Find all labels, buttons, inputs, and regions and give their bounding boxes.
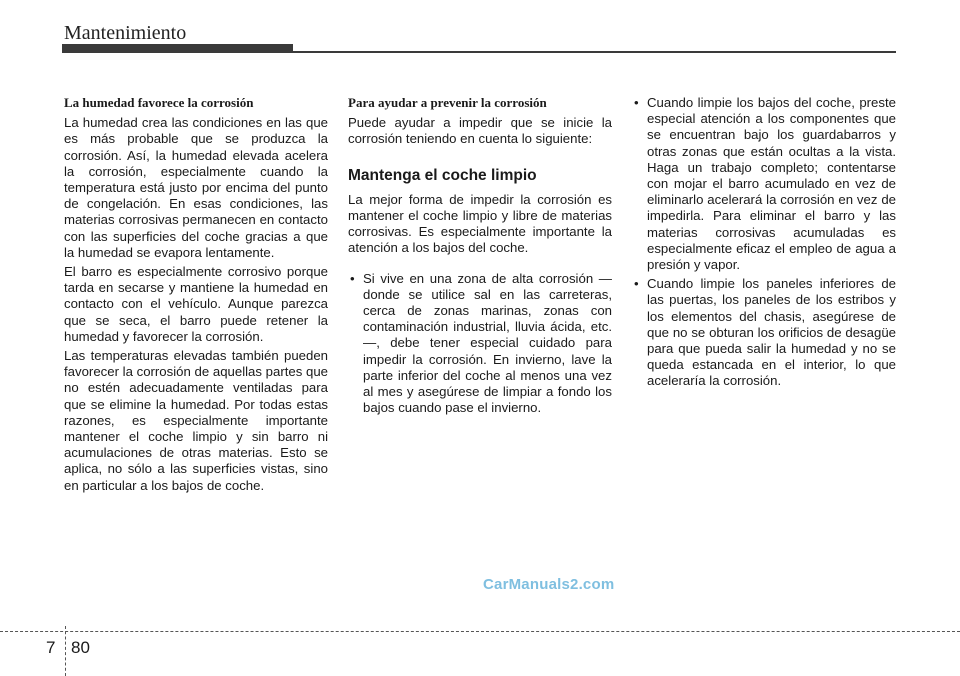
paragraph: La humedad crea las condiciones en las que es más probable que se produzca la corrosión. Así, la humedad elevada acelera la corrosión, especialmente cuando la temperatura está justo por encima del punto de congelación. En esas condiciones, las materias corrosivas permanecen en contacto con las superficies del coche gracias a que la humedad se evapora lentamente. (64, 115, 328, 260)
watermark-link[interactable]: CarManuals2.com (483, 576, 615, 593)
chapter-number: 7 (46, 638, 56, 657)
paragraph: La mejor forma de impedir la corrosión es mantener el coche limpio y libre de materias corrosivas. Es especialmente importante la atención a los bajos del coche. (348, 191, 612, 256)
column-2 (348, 95, 612, 419)
page-number: 80 (71, 638, 90, 657)
paragraph: El barro es especialmente corrosivo porque tarda en secarse y mantiene la humedad en contacto con el vehículo. Aunque parezca que se seca, el barro puede retener la humedad y favorecer la corrosión. (64, 264, 328, 344)
column-3 (632, 95, 896, 393)
footer-separator (65, 626, 66, 676)
heading-humidity: La humedad favorece la corrosión (64, 95, 254, 110)
bullet-list (348, 271, 612, 417)
list-item: • Cuando limpie los bajos del coche, preste especial atención a los componentes que se encuentran bajo los guardabarros y otras zonas que están ocultas a la vista. Haga un trabajo completo; contentarse con mojar el barro acumulado en vez de eliminarlo acelerará la corrosión en vez de impedirla. Para eliminar el barro y las materias corrosivas acumuladas es especialmente eficaz el empleo de agua a presión y vapor. (632, 95, 896, 273)
list-item: • Si vive en una zona de alta corrosión — donde se utilice sal en las carreteras, cerca de zonas marinas, zonas con contaminación industrial, lluvia ácida, etc.—, debe tener especial cuidado para impedir la corrosión. En invierno, lave la parte inferior del coche al menos una vez al mes y asegúrese de limpiar a fondo los bajos cuando pase el invierno. (348, 271, 612, 417)
header-rule (62, 51, 896, 53)
column-1 (64, 95, 328, 497)
paragraph: Puede ayudar a impedir que se inicie la corrosión teniendo en cuenta lo siguiente: (348, 115, 612, 147)
footer-divider (0, 631, 960, 632)
heading-prevent-corrosion: Para ayudar a prevenir la corrosión (348, 95, 547, 110)
bullet-list (632, 95, 896, 390)
page-header-title: Mantenimiento (64, 22, 187, 44)
list-item: • Cuando limpie los paneles inferiores de las puertas, los paneles de los estribos y los elementos del chasis, asegúrese de que no se obturan los orificios de desagüe para que pueda salir la humedad y no se queda estancada en el interior, lo que aceleraría la corrosión. (632, 276, 896, 389)
paragraph: Las temperaturas elevadas también pueden favorecer la corrosión de aquellas partes que no estén adecuadamente ventiladas para que se elimine la humedad. Por todas estas razones, es especialmente importante mantener el coche limpio y sin barro ni acumulaciones de otras materias. Esto se aplica, no sólo a las superficies vistas, sino en particular a los bajos de coche. (64, 348, 328, 493)
section-heading-keep-clean: Mantenga el coche limpio (348, 166, 537, 184)
